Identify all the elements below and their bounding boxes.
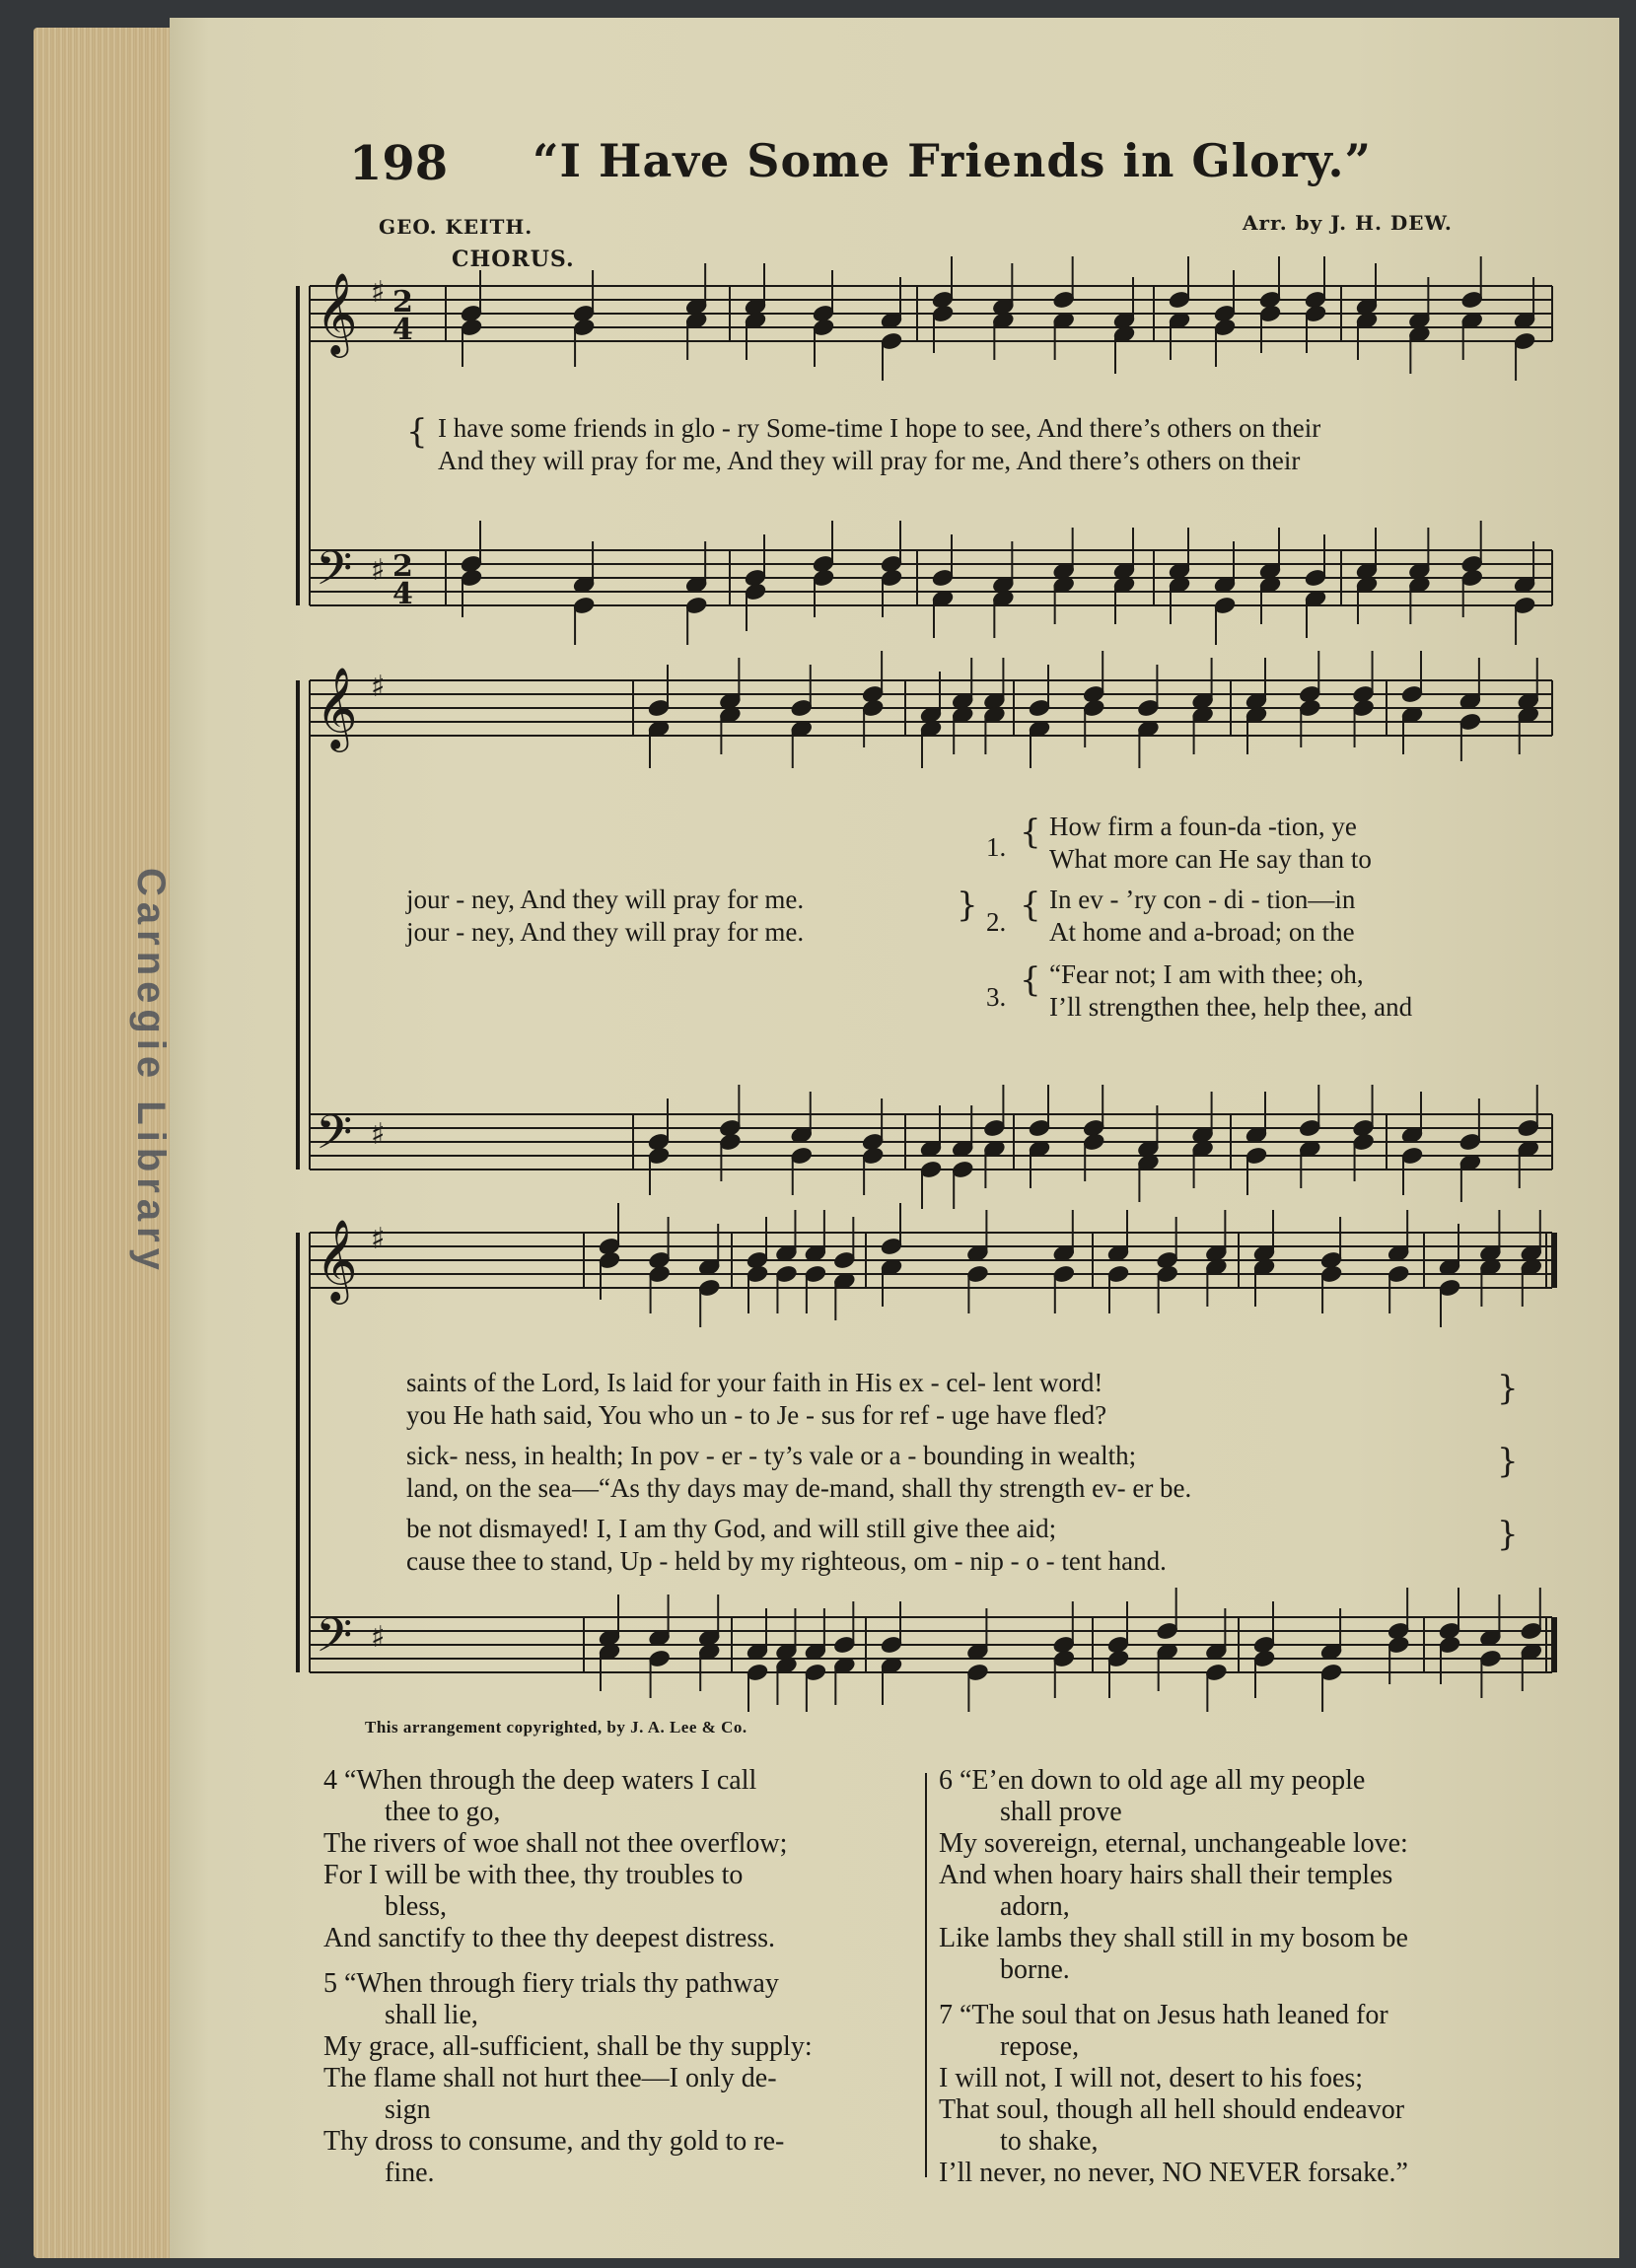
time-signature: 4 [392, 313, 413, 347]
lyric-brace: { [1020, 886, 1041, 925]
stanza-6-line-7: borne. [1000, 1954, 1070, 1985]
stanza-7-line-3: I will not, I will not, desert to his foes; [939, 2063, 1364, 2093]
stanza-5-line-7: fine. [385, 2158, 435, 2188]
stanza-6-line-6: Like lambs they shall still in my bosom be [939, 1923, 1408, 1953]
stanza-5-line-1: 5 “When through fiery trials thy pathway [323, 1968, 779, 1999]
chorus-label: CHORUS. [452, 247, 575, 272]
hymn-title: “I Have Some Friends in Glory.” [533, 134, 1373, 187]
verse-number-3: 3. [986, 982, 1007, 1012]
stanza-4-line-6: And sanctify to thee thy deepest distress. [323, 1923, 776, 1953]
verse-number-2: 2. [986, 907, 1007, 937]
chorus-end-line-2: jour - ney, And they will pray for me. [406, 917, 805, 947]
bass-clef: 𝄢 [316, 540, 353, 607]
column-divider [925, 1773, 927, 2177]
verse-number-1: 1. [986, 832, 1007, 862]
library-stamp-text: Carnegie Library [129, 868, 173, 1276]
treble-clef: 𝄞 [316, 666, 358, 748]
time-signature: 4 [392, 577, 413, 611]
stanza-4-line-2: thee to go, [385, 1797, 501, 1827]
verse1-cont-b: you He hath said, You who un - to Je - sus for ref - uge have fled? [406, 1400, 1107, 1430]
verse3-line-a: “Fear not; I am with thee; oh, [1049, 959, 1364, 989]
library-stamp [67, 848, 176, 1637]
key-signature-sharp: ♯ [371, 1620, 386, 1655]
stanza-4-line-1: 4 “When through the deep waters I call [323, 1765, 757, 1796]
treble-clef: 𝄞 [316, 271, 358, 354]
verse1-line-a: How firm a foun-da -tion, ye [1049, 812, 1357, 841]
key-signature-sharp: ♯ [371, 1117, 386, 1152]
stanza-4-line-3: The rivers of woe shall not thee overflow; [323, 1828, 788, 1859]
stanza-6-line-5: adorn, [1000, 1891, 1070, 1922]
arranger-credit: Arr. by J. H. DEW. [1243, 211, 1453, 235]
stanza-6-line-3: My sovereign, eternal, unchangeable love: [939, 1828, 1408, 1859]
stanza-7-line-5: to shake, [1000, 2126, 1099, 2157]
stanza-5-line-3: My grace, all-sufficient, shall be thy supply: [323, 2031, 813, 2062]
stanza-6-line-2: shall prove [1000, 1797, 1122, 1827]
key-signature-sharp: ♯ [371, 1222, 386, 1256]
verse2-cont-b: land, on the sea—“As thy days may de-mand, shall thy strength ev- er be. [406, 1473, 1192, 1503]
verse1-cont-a: saints of the Lord, Is laid for your faith in His ex - cel- lent word! [406, 1368, 1103, 1397]
stanza-7-line-6: I’ll never, no never, NO NEVER forsake.” [939, 2158, 1408, 2188]
stanza-5-line-2: shall lie, [385, 2000, 478, 2030]
time-signature: 2 [392, 285, 413, 319]
chorus-lyric-line-2: And they will pray for me, And they will pray for me, And there’s others on their [438, 446, 1301, 475]
lyric-brace: } [957, 886, 978, 925]
verse1-line-b: What more can He say than to [1049, 844, 1372, 874]
verse3-cont-b: cause thee to stand, Up - held by my righteous, om - nip - o - tent hand. [406, 1546, 1167, 1576]
stanza-5-line-4: The flame shall not hurt thee—I only de- [323, 2063, 777, 2093]
stanza-4-line-5: bless, [385, 1891, 447, 1922]
key-signature-sharp: ♯ [371, 553, 386, 588]
stanza-5-line-6: Thy dross to consume, and thy gold to re- [323, 2126, 785, 2157]
stanza-7-line-4: That soul, though all hell should endeavor [939, 2094, 1405, 2125]
lyric-brace: } [1497, 1515, 1519, 1554]
stanza-7-line-2: repose, [1000, 2031, 1080, 2062]
hymnal-page [170, 18, 1619, 2258]
stanza-5-line-5: sign [385, 2094, 431, 2125]
hymn-number: 198 [349, 136, 449, 191]
verse2-cont-a: sick- ness, in health; In pov - er - ty’s vale or a - bounding in wealth; [406, 1441, 1137, 1470]
verse3-cont-a: be not dismayed! I, I am thy God, and will still give thee aid; [406, 1514, 1057, 1543]
lyric-brace: } [1497, 1442, 1519, 1481]
lyric-brace: { [406, 412, 428, 452]
key-signature-sharp: ♯ [371, 670, 386, 704]
lyric-brace: { [1020, 813, 1041, 852]
stanza-4-line-4: For I will be with thee, thy troubles to [323, 1860, 744, 1890]
key-signature-sharp: ♯ [371, 275, 386, 310]
stanza-6-line-1: 6 “E’en down to old age all my people [939, 1765, 1366, 1796]
chorus-lyric-line-1: I have some friends in glo - ry Some-time I hope to see, And there’s others on their [438, 413, 1321, 443]
copyright-notice: This arrangement copyrighted, by J. A. Lee & Co. [365, 1718, 747, 1736]
verse2-line-a: In ev - ’ry con - di - tion—in [1049, 885, 1356, 914]
bass-clef: 𝄢 [316, 1104, 353, 1171]
lyric-brace: { [1020, 960, 1041, 1000]
verse3-line-b: I’ll strengthen thee, help thee, and [1049, 992, 1413, 1022]
lyric-brace: } [1497, 1369, 1519, 1408]
chorus-end-line-1: jour - ney, And they will pray for me. [406, 885, 805, 914]
stanzas-left [323, 1765, 915, 2189]
treble-clef: 𝄞 [316, 1218, 358, 1301]
author-credit: GEO. KEITH. [379, 215, 533, 239]
stanza-7-line-1: 7 “The soul that on Jesus hath leaned for [939, 2000, 1388, 2030]
time-signature: 2 [392, 549, 413, 584]
stanzas-right [939, 1765, 1570, 2189]
verse2-line-b: At home and a-broad; on the [1049, 917, 1355, 947]
bass-clef: 𝄢 [316, 1607, 353, 1674]
stanza-6-line-4: And when hoary hairs shall their temples [939, 1860, 1393, 1890]
